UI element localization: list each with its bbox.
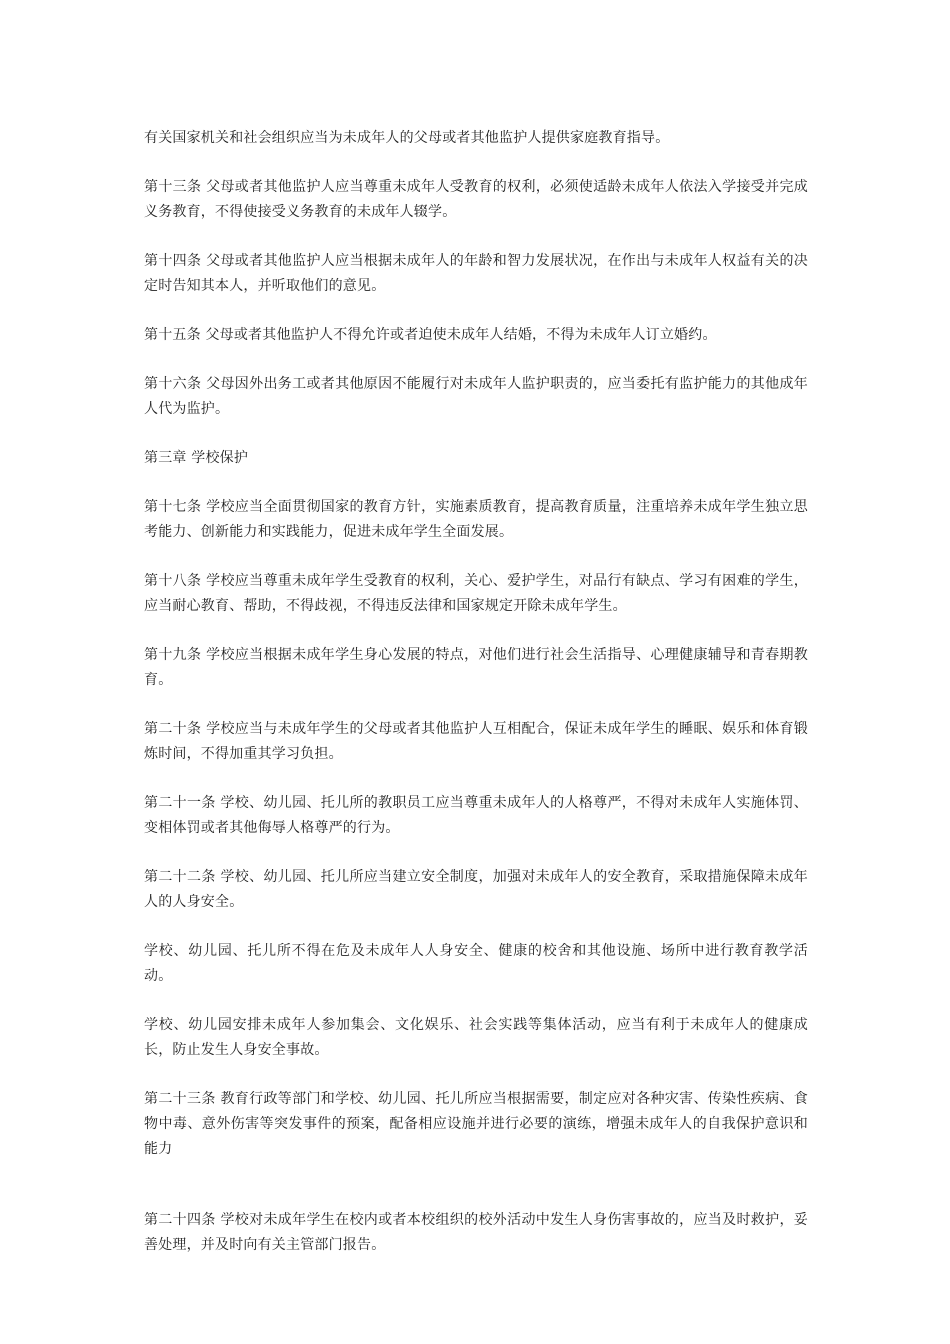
paragraph: 有关国家机关和社会组织应当为未成年人的父母或者其他监护人提供家庭教育指导。 xyxy=(144,130,670,146)
article-13: 第十三条 父母或者其他监护人应当尊重未成年人受教育的权利，必须使适龄未成年人依法入学接受并完成义务教育，不得使接受义务教育的未成年人辍学。 xyxy=(144,179,808,220)
article-23: 第二十三条 教育行政等部门和学校、幼儿园、托儿所应当根据需要，制定应对各种灾害、传染性疾病、食物中毒、意外伤害等突发事件的预案，配备相应设施并进行必要的演练，增强未成年人的自我保护意识和能力 xyxy=(144,1091,808,1157)
article-22-clause-3: 学校、幼儿园安排未成年人参加集会、文化娱乐、社会实践等集体活动，应当有利于未成年人的健康成长，防止发生人身安全事故。 xyxy=(144,1017,808,1058)
article-19: 第十九条 学校应当根据未成年学生身心发展的特点，对他们进行社会生活指导、心理健康辅导和青春期教育。 xyxy=(144,647,808,688)
article-20: 第二十条 学校应当与未成年学生的父母或者其他监护人互相配合，保证未成年学生的睡眠、娱乐和体育锻炼时间，不得加重其学习负担。 xyxy=(144,721,808,762)
article-24: 第二十四条 学校对未成年学生在校内或者本校组织的校外活动中发生人身伤害事故的，应当及时救护，妥善处理，并及时向有关主管部门报告。 xyxy=(144,1212,808,1253)
article-18: 第十八条 学校应当尊重未成年学生受教育的权利，关心、爱护学生，对品行有缺点、学习有困难的学生，应当耐心教育、帮助，不得歧视，不得违反法律和国家规定开除未成年学生。 xyxy=(144,573,808,614)
article-15: 第十五条 父母或者其他监护人不得允许或者迫使未成年人结婚，不得为未成年人订立婚约。 xyxy=(144,327,717,343)
chapter-heading: 第三章 学校保护 xyxy=(144,450,249,466)
article-16: 第十六条 父母因外出务工或者其他原因不能履行对未成年人监护职责的，应当委托有监护能力的其他成年人代为监护。 xyxy=(144,376,808,417)
article-21: 第二十一条 学校、幼儿园、托儿所的教职员工应当尊重未成年人的人格尊严，不得对未成年人实施体罚、变相体罚或者其他侮辱人格尊严的行为。 xyxy=(144,795,808,836)
article-22: 第二十二条 学校、幼儿园、托儿所应当建立安全制度，加强对未成年人的安全教育，采取措施保障未成年人的人身安全。 xyxy=(144,869,808,910)
article-17: 第十七条 学校应当全面贯彻国家的教育方针，实施素质教育，提高教育质量，注重培养未成年学生独立思考能力、创新能力和实践能力，促进未成年学生全面发展。 xyxy=(144,499,808,540)
article-22-clause-2: 学校、幼儿园、托儿所不得在危及未成年人人身安全、健康的校舍和其他设施、场所中进行教育教学活动。 xyxy=(144,943,808,984)
article-14: 第十四条 父母或者其他监护人应当根据未成年人的年龄和智力发展状况，在作出与未成年人权益有关的决定时告知其本人，并听取他们的意见。 xyxy=(144,253,808,294)
